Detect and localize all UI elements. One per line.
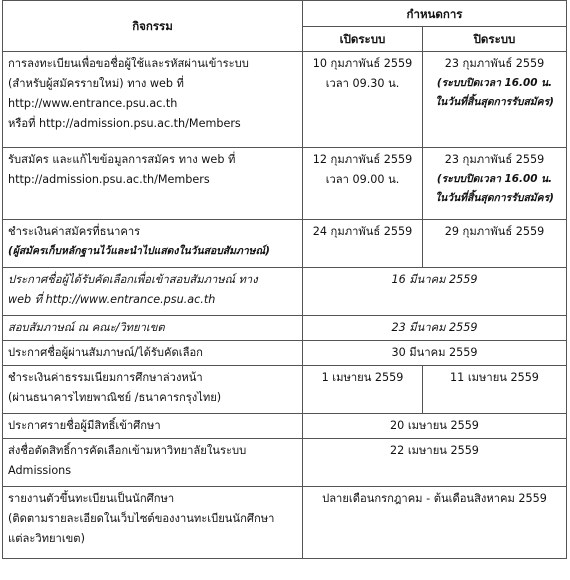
result-date: 30 มีนาคม 2559 [303, 341, 567, 366]
activity-cell [3, 366, 303, 414]
activity-link: http://www.entrance.psu.ac.th [8, 97, 178, 110]
open-date-cell [303, 52, 423, 148]
open-time: เวลา 09.30 น. [325, 77, 400, 90]
admissions-date: 22 เมษายน 2559 [303, 439, 567, 487]
activity-cell [3, 220, 303, 268]
activity-cell: สอบสัมภาษณ์ ณ คณะ/วิทยาเขต [3, 316, 303, 341]
close-date: 23 กุมภาพันธ์ 2559 [444, 153, 545, 166]
header-close: ปิดระบบ [423, 27, 567, 52]
schedule-table [2, 0, 567, 559]
close-note: (ระบบปิดเวลา 16.00 น. [436, 77, 553, 89]
interview-date: 23 มีนาคม 2559 [303, 316, 567, 341]
announce-date: 16 มีนาคม 2559 [303, 268, 567, 316]
activity-cell [3, 439, 303, 487]
activity-link: หรือที่ http://admission.psu.ac.th/Members [8, 117, 241, 130]
table-row [3, 268, 567, 316]
activity-link: web ที่ http://www.entrance.psu.ac.th [8, 293, 216, 306]
table-row [3, 439, 567, 487]
close-date: 11 เมษายน 2559 [423, 366, 567, 414]
open-date: 12 กุมภาพันธ์ 2559 [312, 153, 413, 166]
header-row [3, 1, 567, 27]
header-schedule: กำหนดการ [303, 1, 567, 27]
activity-cell [3, 268, 303, 316]
close-note: (ระบบปิดเวลา 16.00 น. [436, 173, 553, 185]
activity-line: (ติดตามรายละเอียดในเว็บไซต์ของงานทะเบียนนักศึกษา [8, 512, 275, 525]
activity-line: Admissions [8, 464, 72, 477]
activity-line: ชำระเงินค่าสมัครที่ธนาคาร [8, 225, 141, 238]
activity-line: รับสมัคร และแก้ไขข้อมูลการสมัคร ทาง web ที่ [8, 153, 236, 166]
open-time: เวลา 09.00 น. [325, 173, 400, 186]
close-date-cell [423, 148, 567, 220]
activity-cell [3, 148, 303, 220]
table-row [3, 52, 567, 148]
activity-cell: ประกาศชื่อผู้ผ่านสัมภาษณ์/ได้รับคัดเลือก [3, 341, 303, 366]
activity-line: ส่งชื่อตัดสิทธิ์การคัดเลือกเข้ามหาวิทยาลัยในระบบ [8, 444, 247, 457]
table-row [3, 148, 567, 220]
close-note: ในวันที่สิ้นสุดการรับสมัคร) [435, 192, 554, 204]
table-row [3, 414, 567, 439]
table-row [3, 341, 567, 366]
registration-date: ปลายเดือนกรกฎาคม - ต้นเดือนสิงหาคม 2559 [303, 487, 567, 559]
activity-cell: ประกาศรายชื่อผู้มีสิทธิ์เข้าศึกษา [3, 414, 303, 439]
activity-note: (ผู้สมัครเก็บหลักฐานไว้และนำไปแสดงในวันสอบสัมภาษณ์) [8, 245, 270, 257]
activity-line: การลงทะเบียนเพื่อขอชื่อผู้ใช้และรหัสผ่านเข้าระบบ [8, 57, 249, 70]
open-date: 10 กุมภาพันธ์ 2559 [312, 57, 413, 70]
close-date-cell [423, 52, 567, 148]
activity-line: (ผ่านธนาคารไทยพาณิชย์ /ธนาคารกรุงไทย) [8, 391, 222, 404]
open-date: 24 กุมภาพันธ์ 2559 [303, 220, 423, 268]
table-row [3, 487, 567, 559]
header-activity: กิจกรรม [3, 1, 303, 52]
close-date: 23 กุมภาพันธ์ 2559 [444, 57, 545, 70]
close-note: ในวันที่สิ้นสุดการรับสมัคร) [435, 96, 554, 108]
table-row [3, 220, 567, 268]
activity-line: รายงานตัวขึ้นทะเบียนเป็นนักศึกษา [8, 492, 175, 505]
activity-line: แต่ละวิทยาเขต) [8, 532, 85, 545]
table-row [3, 366, 567, 414]
close-date: 29 กุมภาพันธ์ 2559 [423, 220, 567, 268]
open-date-cell [303, 148, 423, 220]
table-row [3, 316, 567, 341]
activity-link: http://admission.psu.ac.th/Members [8, 173, 210, 186]
activity-line: (สำหรับผู้สมัครรายใหม่) ทาง web ที่ [8, 77, 184, 90]
activity-cell [3, 52, 303, 148]
open-date: 1 เมษายน 2559 [303, 366, 423, 414]
activity-line: ประกาศชื่อผู้ได้รับคัดเลือกเพื่อเข้าสอบสัมภาษณ์ ทาง [8, 273, 258, 286]
header-open: เปิดระบบ [303, 27, 423, 52]
eligible-date: 20 เมษายน 2559 [303, 414, 567, 439]
activity-line: ชำระเงินค่าธรรมเนียมการศึกษาล่วงหน้า [8, 371, 203, 384]
activity-cell [3, 487, 303, 559]
